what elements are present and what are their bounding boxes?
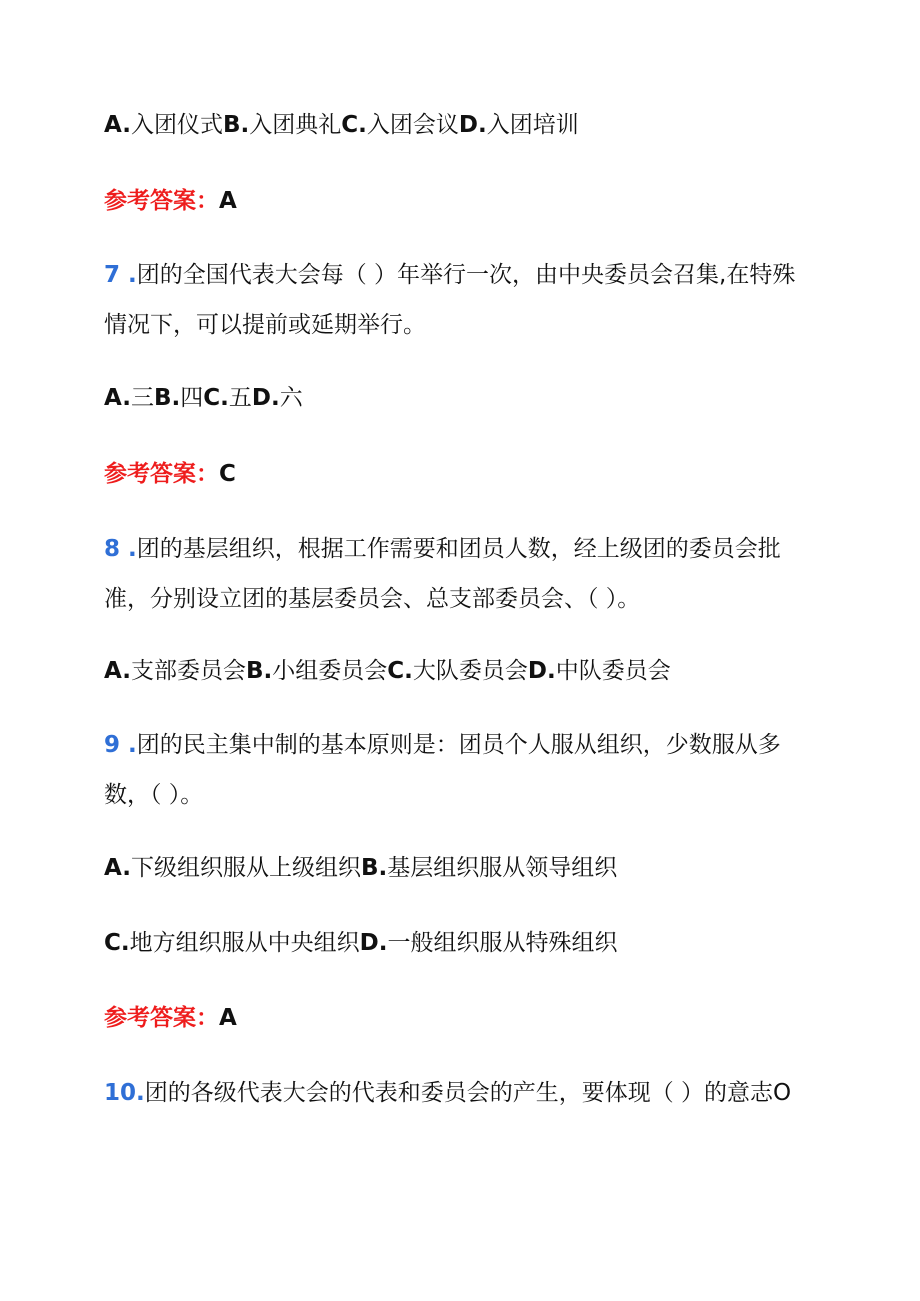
question-text: 团的民主集中制的基本原则是：团员个人服从组织，少数服从多	[136, 732, 781, 758]
question-line	[104, 584, 640, 614]
option-letter: C.	[104, 930, 130, 956]
option-letter: B.	[360, 855, 388, 881]
option-letter: D.	[458, 112, 487, 138]
question-line	[104, 310, 426, 340]
question-text: 团的各级代表大会的代表和委员会的产生，要体现（ ）的意志O	[144, 1080, 792, 1106]
answer-row	[104, 186, 237, 216]
option-letter: A.	[104, 112, 131, 138]
option-text: 入团仪式	[130, 112, 223, 138]
option-letter: D.	[527, 658, 556, 684]
answer-label: 参考答案：	[104, 461, 219, 487]
option-letter: B.	[245, 658, 273, 684]
option-text: 一般组织服从特殊组织	[387, 930, 618, 956]
option-letter: C.	[387, 658, 413, 684]
option-letter: C.	[203, 385, 229, 411]
answer-label: 参考答案：	[104, 188, 219, 214]
question-number: 8 .	[104, 536, 137, 562]
option-text: 下级组织服从上级组织	[130, 855, 361, 881]
option-text: 大队委员会	[412, 658, 528, 684]
answer-label: 参考答案：	[104, 1005, 219, 1031]
option-text: 地方组织服从中央组织	[129, 930, 360, 956]
option-text: 入团会议	[366, 112, 459, 138]
option-letter: B.	[222, 112, 250, 138]
option-row	[104, 110, 579, 140]
question-line	[104, 260, 795, 290]
answer-value: C	[219, 461, 236, 487]
option-text: 五	[228, 385, 252, 411]
question-line	[104, 780, 203, 810]
option-letter: C.	[341, 112, 367, 138]
option-row	[104, 656, 671, 686]
option-text: 基层组织服从领导组织	[387, 855, 618, 881]
question-text: 团的全国代表大会每（ ）年举行一次，由中央委员会召集,在特殊	[136, 262, 796, 288]
question-line	[104, 1078, 791, 1108]
question-text: 团的基层组织，根据工作需要和团员人数，经上级团的委员会批	[136, 536, 781, 562]
answer-value: A	[219, 188, 237, 214]
question-number: 7 .	[104, 262, 137, 288]
option-letter: D.	[251, 385, 280, 411]
option-text: 支部委员会	[130, 658, 246, 684]
option-letter: A.	[104, 385, 131, 411]
question-line	[104, 534, 781, 564]
option-row	[104, 928, 617, 958]
question-number: 10.	[104, 1080, 145, 1106]
question-text: 数，（ ）。	[104, 782, 204, 808]
answer-row	[104, 459, 236, 489]
option-letter: B.	[153, 385, 181, 411]
option-text: 中队委员会	[555, 658, 671, 684]
question-number: 9 .	[104, 732, 137, 758]
question-text: 情况下，可以提前或延期举行。	[104, 312, 426, 338]
option-letter: A.	[104, 658, 131, 684]
answer-value: A	[219, 1005, 237, 1031]
answer-row	[104, 1003, 237, 1033]
question-line	[104, 730, 781, 760]
option-text: 入团典礼	[249, 112, 342, 138]
option-text: 小组委员会	[272, 658, 388, 684]
option-row	[104, 383, 303, 413]
option-letter: A.	[104, 855, 131, 881]
option-row	[104, 853, 617, 883]
option-text: 六	[279, 385, 303, 411]
option-text: 入团培训	[486, 112, 579, 138]
option-letter: D.	[359, 930, 388, 956]
option-text: 三	[130, 385, 154, 411]
question-text: 准，分别设立团的基层委员会、总支部委员会、（ ）。	[104, 586, 641, 612]
option-text: 四	[180, 385, 204, 411]
